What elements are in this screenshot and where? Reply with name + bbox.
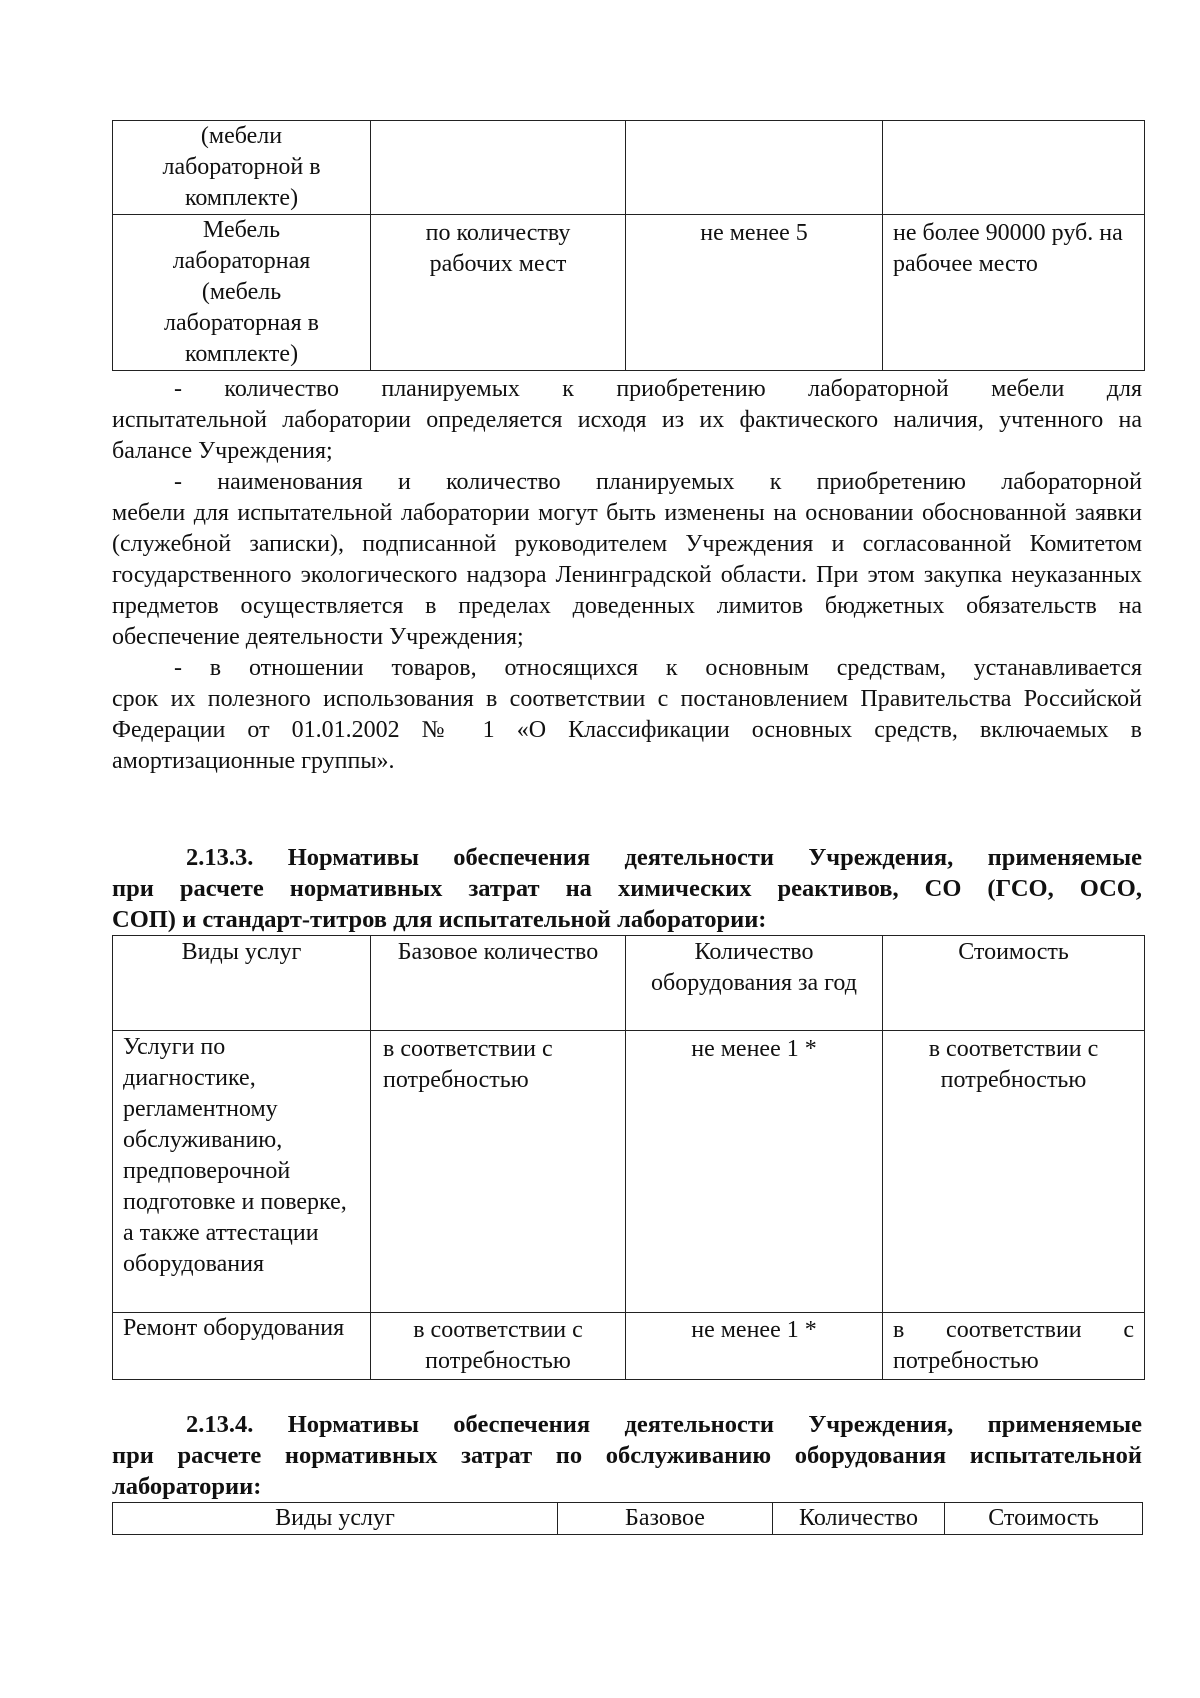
heading-line: при расчете нормативных затрат на химических реактивов, СО (ГСО, ОСО, bbox=[112, 875, 1142, 902]
heading-line: лаборатории: bbox=[112, 1473, 262, 1500]
column-header: Виды услуг bbox=[113, 1503, 558, 1535]
table-cell bbox=[371, 121, 626, 215]
section-heading-2-13-4 bbox=[112, 1409, 1142, 1502]
table-header-row bbox=[113, 936, 1145, 1031]
table-cell: не менее 5 bbox=[626, 215, 883, 371]
table-row bbox=[113, 1313, 1145, 1380]
column-header: Стоимость bbox=[883, 936, 1145, 1031]
note-paragraph-continued: испытательной лаборатории определяется исходя из их фактического наличия, учтенного на балансе Учреждения; bbox=[112, 407, 1142, 464]
note-paragraph-continued: мебели для испытательной лаборатории могут быть изменены на основании обоснованной заявки (служебной записки), подписанной руководителем Учреждения и согласованной Комитетом государственного экологического надзора Ленинградской области. При этом закупка неуказанных предметов осуществляется в пределах доведенных лимитов бюджетных обязательств на обеспечение деятельности Учреждения; bbox=[112, 500, 1142, 650]
table-cell: не менее 1 * bbox=[626, 1031, 883, 1313]
table-cell bbox=[626, 121, 883, 215]
column-header: Стоимость bbox=[945, 1503, 1143, 1535]
column-header: Количество bbox=[773, 1503, 945, 1535]
table-cell: не менее 1 * bbox=[626, 1313, 883, 1380]
column-header: Базовое количество bbox=[371, 936, 626, 1031]
table-cell bbox=[883, 121, 1145, 215]
furniture-table bbox=[112, 120, 1145, 371]
table-header-row bbox=[113, 1503, 1143, 1535]
note-paragraph-continued: срок их полезного использования в соответствии с постановлением Правительства Российской Федерации от 01.01.2002 № 1 «О Классификации основных средств, включаемых в амортизационные группы». bbox=[112, 686, 1142, 774]
heading-line: при расчете нормативных затрат по обслуживанию оборудования испытательной bbox=[112, 1442, 1142, 1469]
heading-line: 2.13.3. Нормативы обеспечения деятельности Учреждения, применяемые bbox=[186, 844, 1142, 871]
column-header: Базовое bbox=[558, 1503, 773, 1535]
heading-line: 2.13.4. Нормативы обеспечения деятельности Учреждения, применяемые bbox=[186, 1411, 1142, 1438]
table-cell: Ремонт оборудования bbox=[113, 1313, 371, 1380]
notes-block bbox=[112, 374, 1142, 777]
table-cell: по количеству рабочих мест bbox=[371, 215, 626, 371]
note-paragraph: - наименования и количество планируемых к приобретению лабораторной bbox=[174, 469, 1142, 495]
table-cell: в соответствии с потребностью bbox=[883, 1031, 1145, 1313]
table-cell: в соответствии с потребностью bbox=[371, 1313, 626, 1380]
table-cell: Мебель лабораторная (мебель лабораторная в комплекте) bbox=[113, 215, 371, 371]
table-row bbox=[113, 121, 1145, 215]
table-row bbox=[113, 215, 1145, 371]
table-cell: в соответствии с потребностью bbox=[883, 1313, 1145, 1380]
table-row bbox=[113, 1031, 1145, 1313]
table-cell: в соответствии с потребностью bbox=[371, 1031, 626, 1313]
table-cell: не более 90000 руб. на рабочее место bbox=[883, 215, 1145, 371]
table-cell: (мебели лабораторной в комплекте) bbox=[113, 121, 371, 215]
table-cell: Услуги по диагностике, регламентному обслуживанию, предповерочной подготовке и поверке, а также аттестации оборудования bbox=[113, 1031, 371, 1313]
column-header: Виды услуг bbox=[113, 936, 371, 1031]
section-heading-2-13-3 bbox=[112, 842, 1142, 935]
maintenance-table bbox=[112, 1502, 1143, 1535]
note-paragraph: - в отношении товаров, относящихся к основным средствам, устанавливается bbox=[174, 655, 1142, 681]
heading-line: СОП) и стандарт-титров для испытательной лаборатории: bbox=[112, 906, 767, 933]
services-table bbox=[112, 935, 1145, 1380]
note-paragraph: - количество планируемых к приобретению лабораторной мебели для bbox=[174, 376, 1142, 402]
column-header: Количество оборудования за год bbox=[626, 936, 883, 1031]
